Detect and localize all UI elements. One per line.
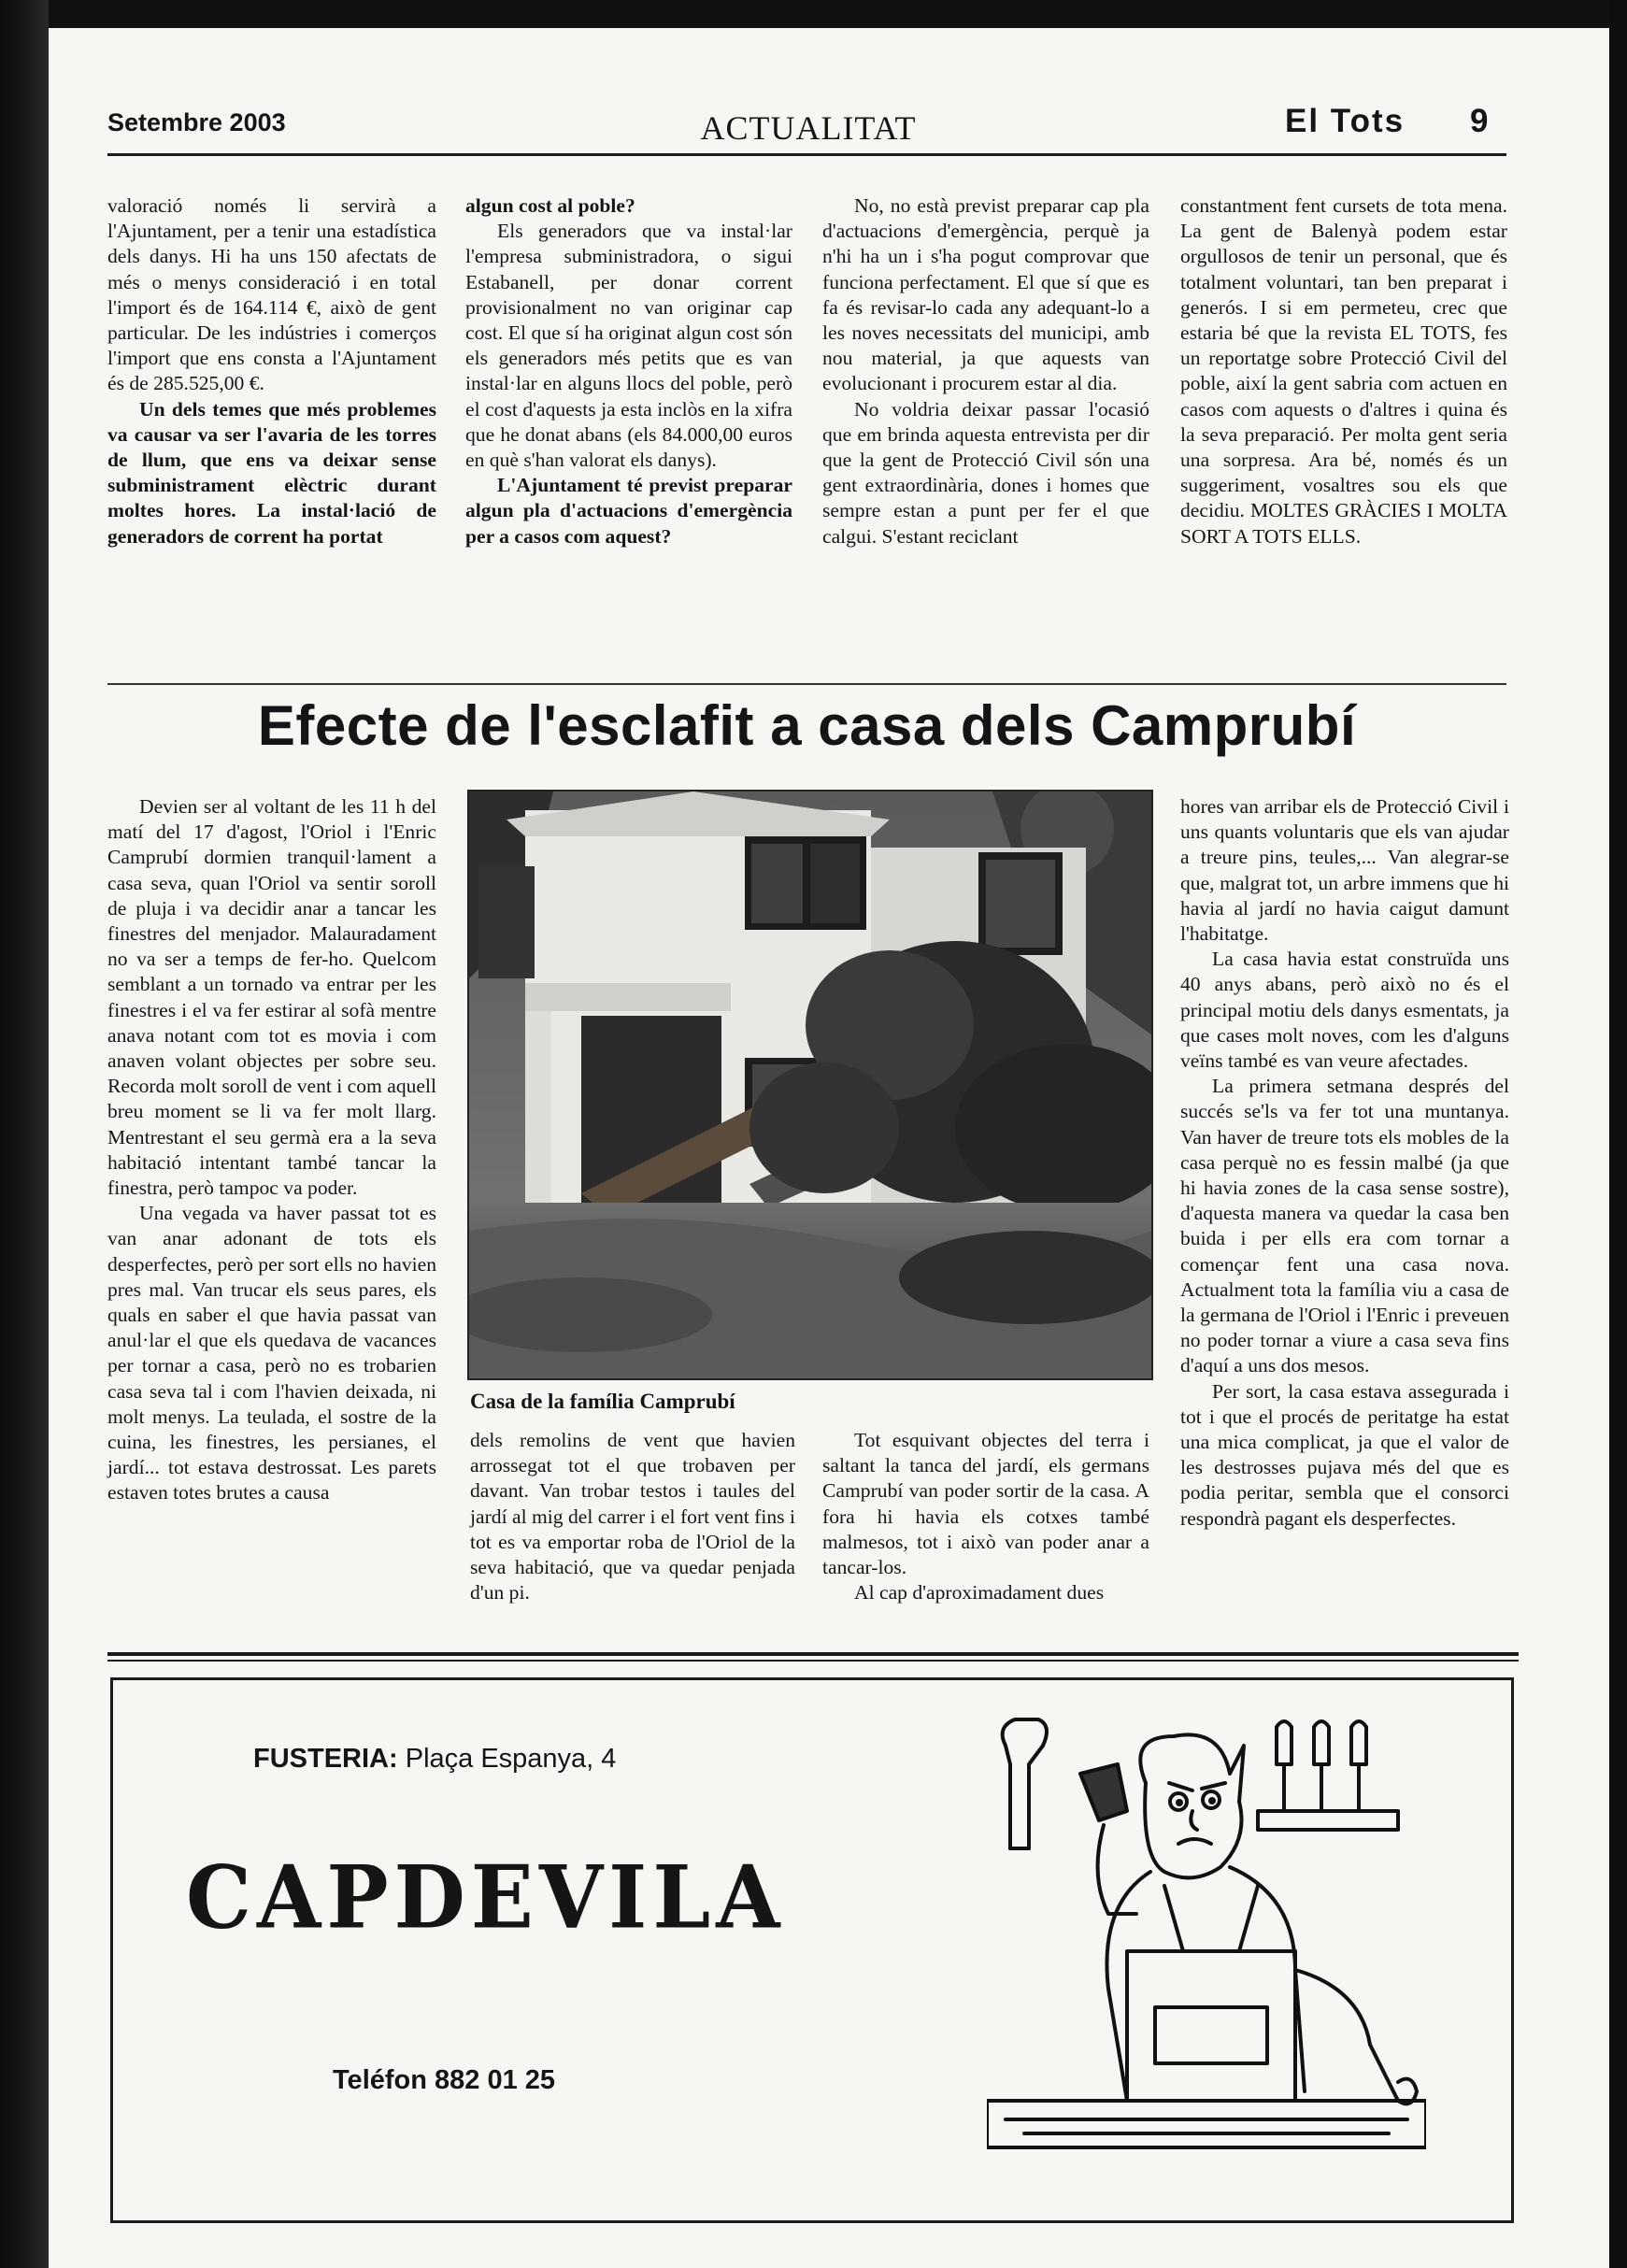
- feature-column-3: [822, 1428, 1149, 1605]
- ad-address: [253, 1744, 616, 1775]
- feature-column-2: [470, 1428, 795, 1605]
- ad-divider-thin: [107, 1660, 1519, 1662]
- ad-phone: Teléfon 882 01 25: [333, 2065, 556, 2095]
- paragraph: No voldria deixar passar l'ocasió que em brinda aquesta entrevista per dir que la gent de Protecció Civil són una gent extraordinària, dones i homes que sempre estan a punt per fer el que calgui. S'estant reciclant: [822, 397, 1149, 548]
- paragraph: Un dels temes que més problemes va causar va ser l'avaria de les torres de llum, que ens va deixar sense subministrament elèctric durant moltes hores. La instal·lació de generadors de corrent ha portat: [107, 397, 436, 548]
- paragraph: hores van arribar els de Protecció Civil i uns quants voluntaris que els van ajudar a treure pins, teules,... Van alegrar-se que, malgrat tot, un arbre immens que hi havia al jardí no havia caigut damunt l'habitatge.: [1180, 795, 1509, 946]
- paragraph: dels remolins de vent que havien arrossegat tot el que trobaven per davant. Van trobar testos i taules del jardí al mig del carrer i el fort vent fins i tot es va emportar roba de l'Oriol de la seva habitació, que va quedar penjada d'un pi.: [470, 1429, 795, 1605]
- interview-column-2: [465, 193, 792, 549]
- ad-address-label: FUSTERIA:: [253, 1744, 398, 1774]
- interview-column-3: [822, 193, 1149, 549]
- paragraph: La primera setmana després del succés se'ls va fer tot una muntanya. Van haver de treure tots els mobles de la casa perquè no es fessin malbé (ja que hi havia zones de la casa sense sostre), d'aquesta manera va quedar la casa ben buida i per ells era com tornar a començar fent una casa nova. Actualment tota la família viu a casa de la germana de l'Oriol i l'Enric i preveuen no poder tornar a viure a casa seva fins d'aquí a uns dos mesos.: [1180, 1075, 1509, 1377]
- paragraph: algun cost al poble?: [465, 194, 635, 217]
- feature-column-4: [1180, 794, 1509, 1532]
- ad-address-text: Plaça Espanya, 4: [397, 1744, 617, 1774]
- paragraph: Devien ser al voltant de les 11 h del matí del 17 d'agost, l'Oriol i l'Enric Camprubí dormien tranquil·lament a casa seva, quan l'Oriol va sentir soroll de pluja i va decidir anar a tancar les finestres del menjador. Malauradament no va ser a temps de fer-ho. Quelcom semblant a un tornado va entrar per les finestres i el va fer estirar al sofà mentre anava notant com tot es movia i com anaven volant objectes per sobre seu. Recorda molt soroll de vent i com aquell breu moment se li va fer molt llarg. Mentrestant el seu germà era a la seva habitació intentant també tancar la finestra, però tampoc va poder.: [107, 795, 437, 1200]
- section-title: ACTUALITAT: [700, 109, 917, 147]
- paragraph: La casa havia estat construïda uns 40 anys abans, però això no és el principal motiu dels danys esmentats, ja que cases molt noves, com les d'alguns veïns també es van veure afectades.: [1180, 948, 1509, 1073]
- binding-spine: [0, 0, 49, 2268]
- ad-divider-thick: [107, 1652, 1519, 1656]
- paragraph: Els generadors que va instal·lar l'empresa subministradora, o sigui Estabanell, per donar corrent provisionalment no van originar cap cost. El que sí ha originat algun cost són els generadors més petits que es van instal·lar en alguns llocs del poble, però el cost d'aquests ja esta inclòs en la xifra que he donat abans (els 84.000,00 euros en què s'han valorat els danys).: [465, 220, 792, 472]
- photo-caption: Casa de la família Camprubí: [470, 1390, 735, 1413]
- house-photo: [467, 790, 1153, 1380]
- carpentry-advertisement: [110, 1677, 1514, 2223]
- paragraph: Al cap d'aproximadament dues: [854, 1581, 1105, 1605]
- paragraph: valoració només li servirà a l'Ajuntament, per a tenir una estadística dels danys. Hi ha uns 150 afectats de més o menys consideració i en total l'import és de 164.114 €, això de gent particular. De les indústries i comerços l'import que ens consta a l'Ajuntament és de 285.525,00 €.: [107, 194, 436, 395]
- page-header: [107, 105, 1509, 151]
- interview-column-4: [1180, 193, 1507, 549]
- interview-column-1: [107, 193, 436, 549]
- paragraph: Tot esquivant objectes del terra i saltant la tanca del jardí, els germans Camprubí van poder sortir de la casa. A fora hi havia els cotxes també malmesos, tot i això van poder anar a tancar-los.: [822, 1429, 1149, 1579]
- house-fallen-tree-image: [469, 792, 1151, 1378]
- ad-business-name: CAPDEVILA: [186, 1846, 786, 1948]
- paragraph: No, no està previst preparar cap pla d'actuacions d'emergència, perquè ja n'hi ha un i s'ha pogut comprovar que funciona perfectament. El que sí que es fa és revisar-lo cada any adequant-lo a les noves necessitats del municipi, amb nou material, ja que aquests van evolucionant i procurem estar al dia.: [822, 194, 1149, 395]
- carpenter-cartoon-illustration: [987, 1708, 1426, 2213]
- magazine-name: El Tots: [1285, 103, 1406, 139]
- paragraph: Una vegada va haver passat tot es van anar adonant de tots els desperfectes, però per sort ells no havien pres mal. Van trucar els seus pares, els quals en saber el que havia passat van anul·lar el que els quedava de vacances per tornar a casa, però no es trobarien casa seva tal i com l'havien deixada, ni molt menys. La teulada, el sostre de la cuina, les finestres, les persianes, el jardí... tot estava destrossat. Les parets estaven totes brutes a causa: [107, 1202, 436, 1505]
- article-divider: [107, 683, 1506, 685]
- issue-date: Setembre 2003: [107, 108, 286, 136]
- paragraph: constantment fent cursets de tota mena. La gent de Balenyà podem estar orgullosos de tenir un personal, que és totalment voluntari, tan ben preparat i generós. I si em permeteu, crec que estaria bé que la revista EL TOTS, fes un reportatge sobre Protecció Civil del poble, així la gent sabria com actuen en casos com aquests o d'altres i quina és la seva preparació. Per molta gent seria una sorpresa. Ara bé, només és un suggeriment, vosaltres sou els que decidiu. MOLTES GRÀCIES I MOLTA SORT A TOTS ELLS.: [1180, 194, 1507, 548]
- header-rule: [107, 153, 1506, 156]
- page-number: 9: [1470, 103, 1489, 139]
- feature-headline: Efecte de l'esclafit a casa dels Camprubí: [257, 694, 1357, 757]
- feature-column-1: [107, 794, 436, 1506]
- paragraph: Per sort, la casa estava assegurada i tot i que el procés de peritatge ha estat una mica complicat, ja que el valor de les destrosses pujava més del que es podia peritar, sembla que el consorci respondrà pagant els desperfectes.: [1180, 1379, 1509, 1530]
- paragraph: L'Ajuntament té previst preparar algun pla d'actuacions d'emergència per a casos com aquest?: [465, 474, 792, 548]
- scan-edge: [1609, 0, 1627, 2268]
